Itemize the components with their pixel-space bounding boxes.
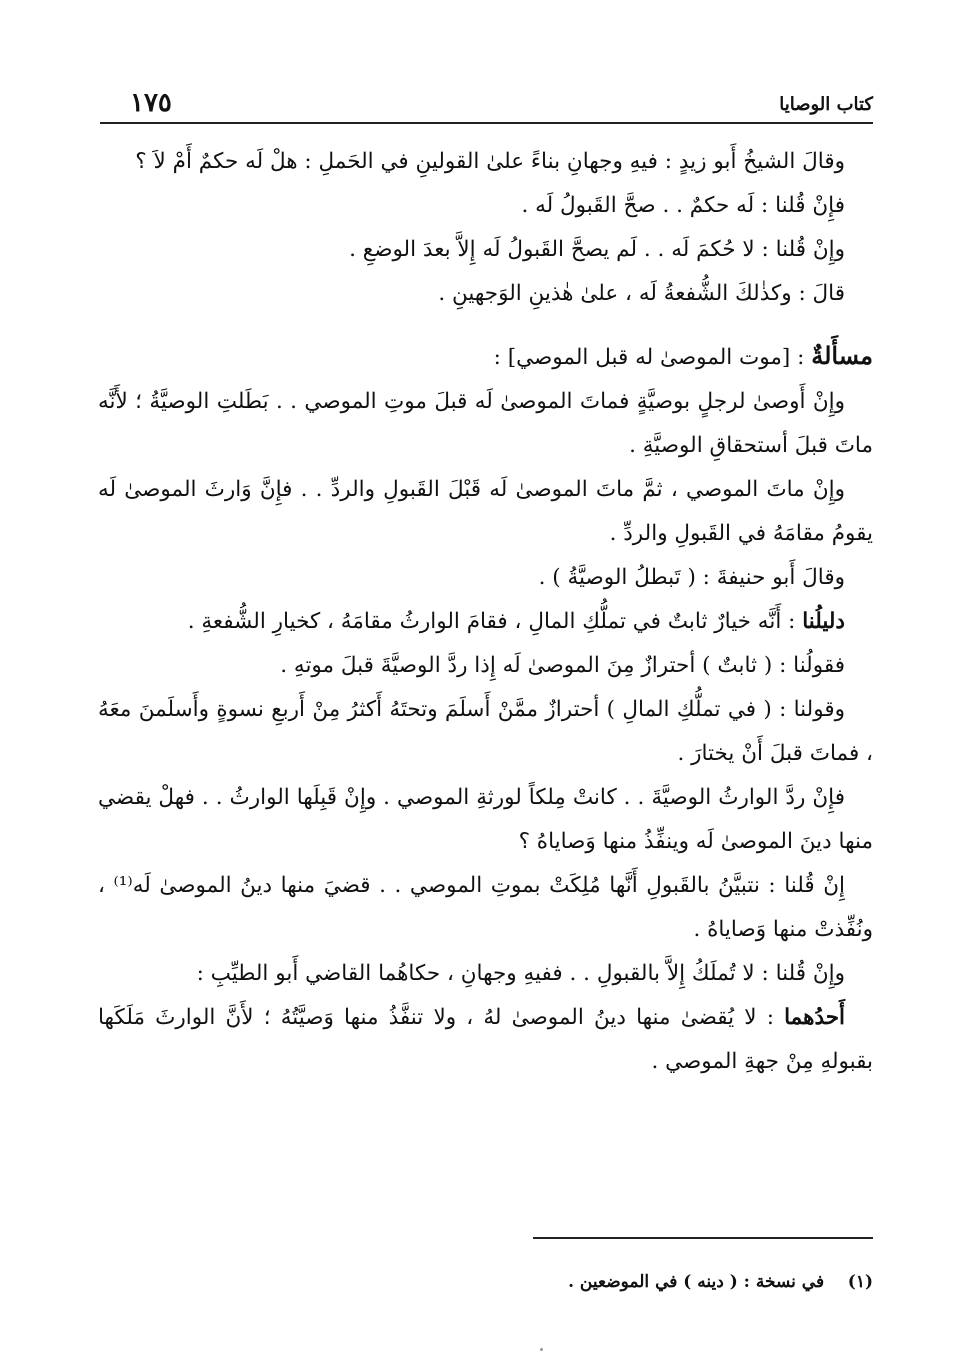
paragraph-lead: أَحدُهما [784, 1005, 845, 1030]
paragraph: وإِنْ أَوصىٰ لرجلٍ بوصيَّةٍ فماتَ الموصىٰ لَه قبلَ موتِ الموصي . . بَطَلتِ الوصيَّةُ ؛ لأَنَّه ماتَ قبلَ أستحقاقِ الوصيَّةِ . [98, 389, 873, 458]
paragraph [98, 600, 873, 644]
footnote [98, 1272, 873, 1292]
paragraph-lead: دليلُنا [802, 609, 845, 634]
issue-title: : [موت الموصىٰ له قبل الموصي] : [493, 345, 805, 370]
paragraph-text: : لا يُقضىٰ منها دينُ الموصىٰ لهُ ، ولا تنفَّذُ منها وَصيَّتُهُ ؛ لأَنَّ الوارثَ مَلَكَها بقبولهِ مِنْ جهةِ الموصي . [98, 1005, 873, 1074]
scan-speck [540, 1348, 543, 1351]
paragraph: وإِنْ قُلنا : لا حُكمَ لَه . . لَم يصحَّ القَبولُ لَه إِلاَّ بعدَ الوضعِ . [349, 237, 845, 262]
page-number: ١٧٥ [130, 88, 172, 118]
paragraph: وإِنْ ماتَ الموصي ، ثمَّ ماتَ الموصىٰ لَه قَبْلَ القَبولِ والردِّ . . فإِنَّ وَارثَ الموصىٰ لَه يقومُ مقامَهُ في القَبولِ والردِّ . [98, 477, 873, 546]
paragraph: وقالَ الشيخُ أَبو زيدٍ : فيهِ وجهانِ بناءً علىٰ القولينِ في الحَملِ : هلْ لَه حكمٌ أَمْ لاَ ؟ [135, 149, 845, 174]
issue-label: مسأَلةٌ [811, 341, 873, 370]
paragraph [98, 996, 873, 1084]
paragraph: فقولُنا : ( ثابتٌ ) أحترازٌ مِنَ الموصىٰ لَه إِذا ردَّ الوصيَّةَ قبلَ موتهِ . [280, 653, 845, 678]
book-title: كتاب الوصايا [779, 94, 873, 115]
paragraph: وقولنا : ( في تملُّكِ المالِ ) أحترازٌ ممَّنْ أَسلَمَ وتحتَهُ أَكثرُ مِنْ أَربعِ نسوةٍ وأَسلَمنَ معَهُ ، فماتَ قبلَ أَنْ يختارَ . [98, 697, 873, 766]
paragraph: فإِنْ ردَّ الوارثُ الوصيَّةَ . . كانتْ مِلكاً لورثةِ الموصي . وإِنْ قَبِلَها الوارثُ . . فهلْ يقضي منها دينَ الموصىٰ لَه وينفِّذُ منها وَصاياهُ ؟ [98, 785, 873, 854]
main-text [98, 140, 873, 1084]
paragraph: وقالَ أَبو حنيفةَ : ( تَبطلُ الوصيَّةُ ) . [538, 565, 845, 590]
paragraph: وإِنْ قُلنا : لا تُملَكُ إِلاَّ بالقبولِ . . ففيهِ وجهانِ ، حكاهُما القاضي أَبو الطيِّبِ : [196, 961, 845, 986]
footnote-number: (١) [847, 1272, 873, 1292]
paragraph: فإِنْ قُلنا : لَه حكمٌ . . صحَّ القَبولُ لَه . [521, 193, 845, 218]
footnote-text: في نسخة : ( دينه ) في الموضعين . [568, 1272, 825, 1292]
paragraph: إِنْ قُلنا : نتبيَّنُ بالقَبولِ أَنَّها مُلِكَتْ بموتِ الموصي . . قضيَ منها دينُ الموصىٰ لَه⁽¹⁾ ، ونُفِّذتْ منها وَصاياهُ . [98, 873, 873, 942]
paragraph: قالَ : وكذٰلكَ الشُّفعةُ لَه ، علىٰ هٰذينِ الوَجهينِ . [438, 281, 845, 306]
paragraph-text: : أَنَّه خيارٌ ثابتٌ في تملُّكِ المالِ ، فقامَ الوارثُ مقامَهُ ، كخيارِ الشُّفعةِ . [187, 609, 796, 634]
footnote-divider [533, 1237, 873, 1239]
issue-heading [98, 334, 873, 380]
page-header [100, 88, 873, 124]
